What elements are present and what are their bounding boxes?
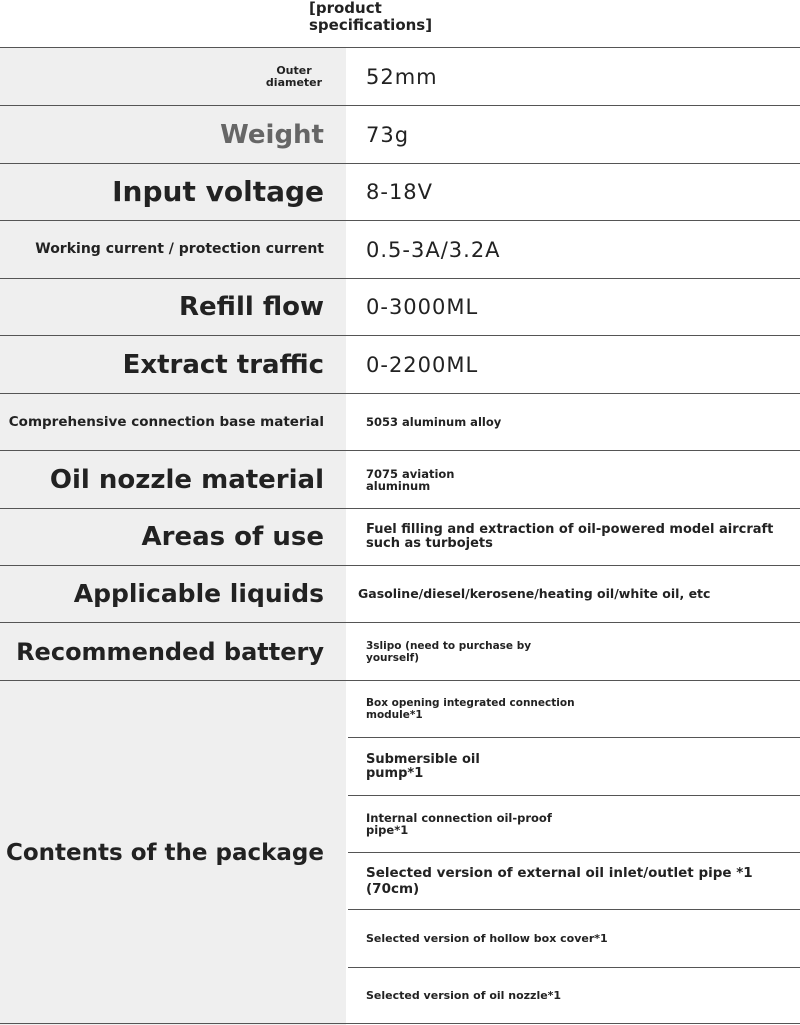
spec-value-cell	[348, 451, 800, 508]
spec-label-cell	[0, 566, 346, 622]
package-item: Submersible oil pump*1	[366, 751, 480, 781]
spec-value-cell	[348, 394, 800, 450]
spec-label-cell	[0, 106, 346, 163]
spec-value-extract-traffic: 0-2200ML	[366, 352, 479, 377]
spec-value-cell	[348, 623, 800, 680]
spec-value-cell	[348, 279, 800, 335]
spec-label-cell	[0, 336, 346, 393]
spec-label-refill-flow: Refill flow	[179, 292, 324, 322]
spec-label-cell	[0, 48, 346, 105]
package-item-cell	[348, 968, 800, 1024]
package-item-cell	[348, 910, 800, 967]
package-item: Selected version of external oil inlet/outlet pipe *1 (70cm)	[366, 865, 753, 897]
package-label-cell	[0, 681, 346, 1025]
spec-label-cell	[0, 221, 346, 278]
spec-value-cell	[348, 106, 800, 163]
spec-value-cell	[348, 164, 800, 220]
spec-label-extract-traffic: Extract traffic	[122, 349, 324, 380]
spec-value-refill-flow: 0-3000ML	[366, 295, 479, 319]
spec-label-cell	[0, 279, 346, 335]
spec-value-oil-nozzle-material: 7075 aviation aluminum	[366, 466, 455, 493]
spec-label-cell	[0, 394, 346, 450]
package-label: Contents of the package	[5, 840, 324, 866]
spec-label-recommended-battery: Recommended battery	[16, 637, 324, 666]
spec-value-recommended-battery: 3slipo (need to purchase by yourself)	[366, 639, 532, 664]
spec-label-working-current: Working current / protection current	[35, 241, 324, 257]
package-item: Selected version of oil nozzle*1	[366, 989, 562, 1002]
spec-label-cell	[0, 623, 346, 680]
spec-label-cell	[0, 164, 346, 220]
page-title: [product specifications]	[309, 0, 433, 34]
spec-label-base-material: Comprehensive connection base material	[8, 413, 324, 430]
spec-label-cell	[0, 509, 346, 565]
spec-value-cell	[348, 48, 800, 105]
package-item: Box opening integrated connection module*1	[366, 697, 575, 721]
package-item-cell	[348, 738, 800, 795]
spec-label-oil-nozzle-material: Oil nozzle material	[49, 464, 324, 495]
spec-label-areas-of-use: Areas of use	[141, 522, 324, 552]
spec-label-cell	[0, 451, 346, 508]
package-item-cell	[348, 796, 800, 852]
spec-value-applicable-liquids: Gasoline/diesel/kerosene/heating oil/white oil, etc	[358, 586, 711, 601]
spec-value-working-current: 0.5-3A/3.2A	[366, 237, 501, 262]
package-item-cell	[348, 681, 800, 737]
spec-value-cell	[348, 509, 800, 565]
spec-value-input-voltage: 8-18V	[366, 180, 434, 204]
spec-value-areas-of-use: Fuel filling and extraction of oil-powered model aircraft such as turbojets	[366, 522, 774, 551]
spec-value-base-material: 5053 aluminum alloy	[366, 415, 502, 429]
package-item: Internal connection oil-proof pipe*1	[366, 811, 552, 837]
package-item-cell	[348, 853, 800, 909]
spec-label-weight: Weight	[220, 119, 324, 150]
spec-value-cell	[348, 566, 800, 622]
spec-value-weight: 73g	[366, 122, 410, 147]
spec-label-applicable-liquids: Applicable liquids	[73, 579, 324, 608]
spec-label-outer-diameter: Outer diameter	[265, 63, 323, 89]
spec-value-cell	[348, 221, 800, 278]
package-item: Selected version of hollow box cover*1	[366, 931, 608, 945]
spec-label-input-voltage: Input voltage	[112, 175, 324, 208]
spec-value-outer-diameter: 52mm	[366, 64, 438, 89]
divider	[0, 1023, 800, 1024]
spec-value-cell	[348, 336, 800, 393]
